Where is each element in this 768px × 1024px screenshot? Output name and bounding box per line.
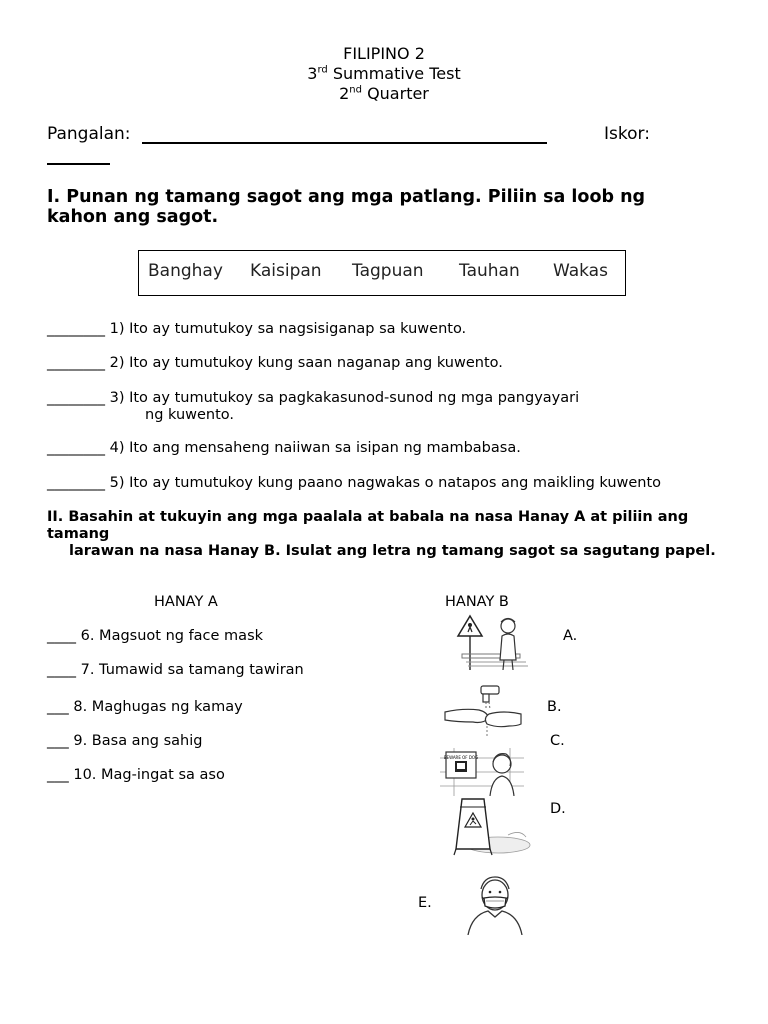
question-text: 2) Ito ay tumutukoy kung saan naganap ang kuwento. [105,355,503,371]
hanay-b-header: HANAY B [445,594,509,610]
choice-letter-e: E. [418,895,432,911]
choice-wakas: Wakas [553,261,608,281]
quarter-ordinal: nd [349,84,362,96]
score-field[interactable] [47,163,110,165]
name-field[interactable] [142,142,547,144]
subject-title: FILIPINO 2 [343,44,425,63]
name-label: Pangalan: [47,124,131,144]
question-3-continuation: ng kuwento. [145,407,235,423]
quarter-number: 2 [339,84,350,103]
hanay-a-item-8: ___ 8. Maghugas ng kamay [47,699,243,715]
dog-sign-text: BEWARE OF DOG [443,755,479,760]
choices-box [138,250,626,296]
choice-tauhan: Tauhan [459,261,520,281]
question-text: 1) Ito ay tumutukoy sa nagsisiganap sa kuwento. [105,321,467,337]
hanay-a-item-10: ___ 10. Mag-ingat sa aso [47,767,225,783]
test-ordinal: rd [317,64,328,76]
part2-instruction-line1: II. Basahin at tukuyin ang mga paalala at babala na nasa Hanay A at piliin ang tamang [47,509,689,542]
choice-letter-d: D. [550,801,566,817]
hanay-a-item-7: ____ 7. Tumawid sa tamang tawiran [47,662,304,678]
part1-instruction: I. Punan ng tamang sagot ang mga patlang. Piliin sa loob ng kahon ang sagot. [47,187,646,227]
wet-floor-picture [448,795,534,857]
answer-blank[interactable]: ________ [47,440,105,456]
quarter-title [0,84,768,104]
question-5 [47,475,661,491]
test-number: 3 [307,64,318,83]
quarter-label: Quarter [361,84,429,103]
question-1 [47,321,466,337]
answer-blank[interactable]: ________ [47,355,105,371]
answer-blank[interactable]: ________ [47,475,105,491]
choice-tagpuan: Tagpuan [352,261,424,281]
hanay-a-header: HANAY A [154,594,218,610]
answer-blank[interactable]: ________ [47,321,105,337]
hanay-a-item-6: ____ 6. Magsuot ng face mask [47,628,264,644]
test-title [0,64,768,84]
choice-kaisipan: Kaisipan [250,261,322,281]
face-mask-picture [464,873,526,935]
question-3 [47,390,579,406]
question-text: 4) Ito ang mensaheng naiiwan sa isipan ng mambabasa. [105,440,521,456]
crosswalk-picture [456,614,544,672]
question-4 [47,440,521,456]
choice-letter-b: B. [547,699,562,715]
choice-letter-c: C. [550,733,565,749]
beware-dog-picture [440,748,524,796]
part2-instruction-line2: larawan na nasa Hanay B. Isulat ang letra ng tamang sagot sa sagutang papel. [69,543,716,559]
answer-blank[interactable]: ________ [47,390,105,406]
question-2 [47,355,503,371]
choice-banghay: Banghay [148,261,223,281]
hanay-a-item-9: ___ 9. Basa ang sahig [47,733,203,749]
question-text: 3) Ito ay tumutukoy sa pagkakasunod-sunod ng mga pangyayari [105,390,580,406]
score-label: Iskor: [604,124,650,144]
handwashing-picture [443,682,523,738]
test-label: Summative Test [327,64,461,83]
choice-letter-a: A. [563,628,578,644]
question-text: 5) Ito ay tumutukoy kung paano nagwakas o natapos ang maikling kuwento [105,475,662,491]
